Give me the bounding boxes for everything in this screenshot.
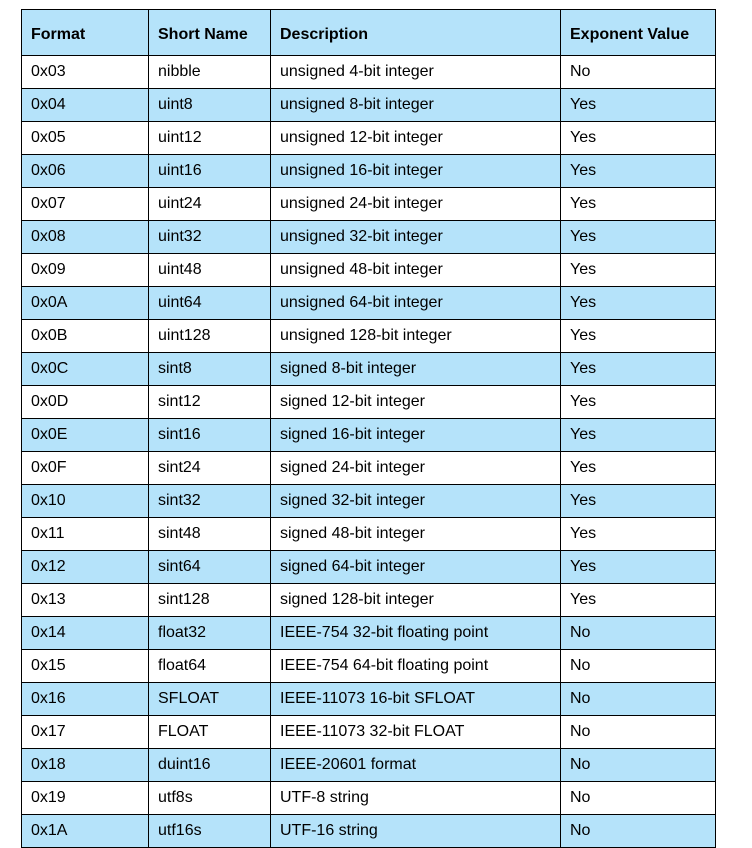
table-header [22,10,716,56]
cell-short-name: sint8 [149,353,271,386]
cell-exponent-value: No [561,617,716,650]
cell-format: 0x0D [22,386,149,419]
cell-short-name: uint128 [149,320,271,353]
cell-exponent-value: Yes [561,122,716,155]
table-row [22,782,716,815]
cell-format: 0x07 [22,188,149,221]
cell-exponent-value: Yes [561,221,716,254]
cell-format: 0x14 [22,617,149,650]
cell-exponent-value: Yes [561,551,716,584]
cell-format: 0x17 [22,716,149,749]
table-row [22,650,716,683]
table-row [22,518,716,551]
cell-short-name: sint128 [149,584,271,617]
table-row [22,221,716,254]
table-row [22,122,716,155]
cell-format: 0x08 [22,221,149,254]
header-row [22,10,716,56]
cell-short-name: utf8s [149,782,271,815]
cell-format: 0x0A [22,287,149,320]
table-row [22,320,716,353]
cell-description: unsigned 128-bit integer [271,320,561,353]
cell-short-name: SFLOAT [149,683,271,716]
cell-exponent-value: Yes [561,419,716,452]
cell-exponent-value: Yes [561,485,716,518]
table-row [22,287,716,320]
table-row [22,749,716,782]
table-row [22,551,716,584]
cell-exponent-value: Yes [561,287,716,320]
cell-format: 0x0B [22,320,149,353]
cell-short-name: sint12 [149,386,271,419]
cell-format: 0x12 [22,551,149,584]
table-row [22,188,716,221]
cell-short-name: sint48 [149,518,271,551]
table-row [22,89,716,122]
table-row [22,56,716,89]
cell-short-name: float64 [149,650,271,683]
cell-description: signed 128-bit integer [271,584,561,617]
cell-description: IEEE-11073 32-bit FLOAT [271,716,561,749]
table-row [22,254,716,287]
cell-format: 0x0C [22,353,149,386]
cell-format: 0x0F [22,452,149,485]
cell-exponent-value: No [561,683,716,716]
cell-exponent-value: No [561,782,716,815]
table-body [22,56,716,848]
table-row [22,353,716,386]
cell-description: IEEE-754 64-bit floating point [271,650,561,683]
cell-format: 0x19 [22,782,149,815]
header-exponent-value: Exponent Value [561,10,716,56]
cell-short-name: sint64 [149,551,271,584]
cell-exponent-value: Yes [561,386,716,419]
cell-format: 0x18 [22,749,149,782]
table-row [22,617,716,650]
cell-short-name: duint16 [149,749,271,782]
table-row [22,386,716,419]
table-row [22,419,716,452]
cell-description: unsigned 32-bit integer [271,221,561,254]
cell-description: signed 48-bit integer [271,518,561,551]
cell-description: signed 32-bit integer [271,485,561,518]
cell-format: 0x03 [22,56,149,89]
header-description: Description [271,10,561,56]
table-row [22,155,716,188]
cell-description: unsigned 48-bit integer [271,254,561,287]
cell-format: 0x04 [22,89,149,122]
header-short-name: Short Name [149,10,271,56]
cell-exponent-value: Yes [561,518,716,551]
cell-short-name: uint48 [149,254,271,287]
cell-short-name: uint12 [149,122,271,155]
cell-description: signed 24-bit integer [271,452,561,485]
cell-format: 0x0E [22,419,149,452]
cell-format: 0x09 [22,254,149,287]
cell-short-name: uint16 [149,155,271,188]
cell-exponent-value: Yes [561,353,716,386]
cell-exponent-value: Yes [561,452,716,485]
cell-exponent-value: Yes [561,188,716,221]
table-row [22,584,716,617]
cell-description: unsigned 12-bit integer [271,122,561,155]
cell-exponent-value: No [561,749,716,782]
cell-description: IEEE-754 32-bit floating point [271,617,561,650]
cell-short-name: sint24 [149,452,271,485]
cell-format: 0x1A [22,815,149,848]
cell-format: 0x05 [22,122,149,155]
cell-exponent-value: Yes [561,584,716,617]
cell-exponent-value: Yes [561,254,716,287]
cell-description: UTF-8 string [271,782,561,815]
cell-description: signed 8-bit integer [271,353,561,386]
cell-description: IEEE-11073 16-bit SFLOAT [271,683,561,716]
table-row [22,485,716,518]
table-row [22,452,716,485]
cell-description: signed 16-bit integer [271,419,561,452]
cell-exponent-value: No [561,650,716,683]
table-row [22,716,716,749]
cell-exponent-value: No [561,716,716,749]
cell-short-name: sint16 [149,419,271,452]
cell-format: 0x15 [22,650,149,683]
cell-short-name: uint24 [149,188,271,221]
format-table [21,9,716,848]
cell-format: 0x16 [22,683,149,716]
cell-exponent-value: No [561,56,716,89]
cell-description: signed 12-bit integer [271,386,561,419]
cell-short-name: uint64 [149,287,271,320]
cell-description: unsigned 64-bit integer [271,287,561,320]
cell-format: 0x13 [22,584,149,617]
table-row [22,815,716,848]
cell-exponent-value: Yes [561,155,716,188]
cell-short-name: uint32 [149,221,271,254]
cell-exponent-value: Yes [561,320,716,353]
cell-format: 0x06 [22,155,149,188]
cell-short-name: sint32 [149,485,271,518]
cell-short-name: FLOAT [149,716,271,749]
cell-format: 0x10 [22,485,149,518]
cell-description: unsigned 8-bit integer [271,89,561,122]
cell-exponent-value: No [561,815,716,848]
header-format: Format [22,10,149,56]
cell-description: signed 64-bit integer [271,551,561,584]
cell-short-name: utf16s [149,815,271,848]
cell-description: unsigned 4-bit integer [271,56,561,89]
cell-exponent-value: Yes [561,89,716,122]
cell-description: unsigned 24-bit integer [271,188,561,221]
cell-description: unsigned 16-bit integer [271,155,561,188]
cell-description: IEEE-20601 format [271,749,561,782]
cell-description: UTF-16 string [271,815,561,848]
table-row [22,683,716,716]
cell-short-name: uint8 [149,89,271,122]
cell-format: 0x11 [22,518,149,551]
cell-short-name: nibble [149,56,271,89]
cell-short-name: float32 [149,617,271,650]
